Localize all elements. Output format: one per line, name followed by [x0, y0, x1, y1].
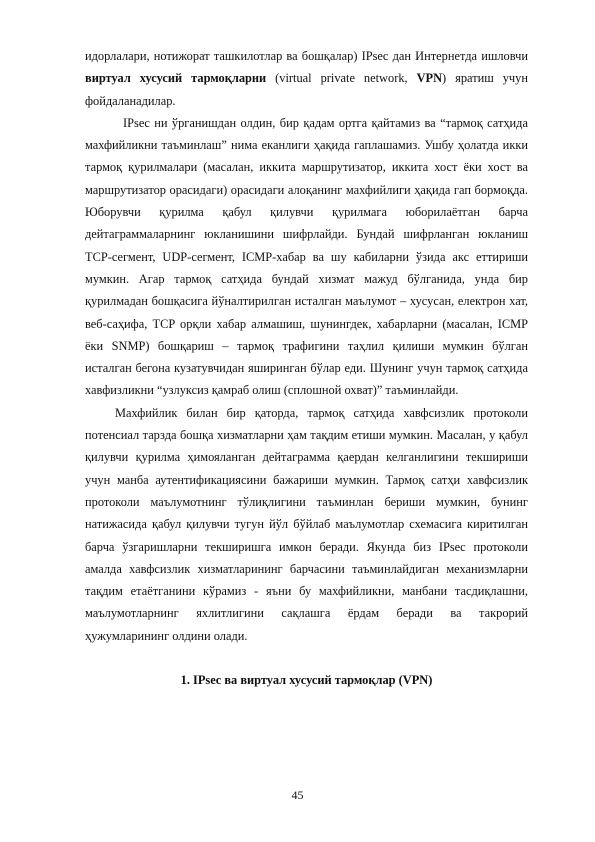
vpn-term-bold: виртуал хусусий тармоқларни	[85, 71, 267, 86]
vpn-abbrev-bold: VPN	[416, 71, 443, 86]
document-page	[85, 45, 528, 691]
section-heading: 1. IPsec ва виртуал хусусий тармоқлар (VPN)	[180, 673, 433, 688]
page-number: 45	[291, 788, 304, 802]
paragraph-intro-text-b: (virtual private network,	[266, 71, 417, 86]
paragraph-intro	[85, 45, 528, 112]
paragraph-intro-text-a: идорлалари, нотижорат ташкилотлар ва бошқалар) IPsec дан Интернетда ишловчи	[85, 49, 528, 63]
paragraph-network-confidentiality: IPsec ни ўрганишдан олдин, бир қадам ортга қайтамиз ва “тармоқ сатҳида махфийликни таъминлаш” нима еканлиги ҳақида гаплашамиз. Ушбу ҳолатда икки тармоқ қурилмалари (масалан, иккита маршрутизатор, иккита хост ёки хост ва маршрутизатор орасидаги) орасидаги алоқанинг махфийлиги ҳақида гап бормоқда. Юборувчи қурилма қабул қилувчи қурилмага юборилаётган барча дейтаграммаларнинг юкланишини шифрлайди. Бундай шифрланган юкланиш TCP-сегмент, UDP-сегмент, ICMP-хабар ва шу кабиларни ўзида акс еттириши мумкин. Агар тармоқ сатҳида бундай хизмат мажуд бўлганида, унда бир қурилмадан бошқасига йўналтирилган исталган маълумот – хусусан, електрон хат, веб-саҳифа, TCP орқли хабар алмашиш, шунингдек, хабарларни (масалан, ICMP ёки SNMP) бошқариш – тармоқ трафигини таҳлил қилиши мумкин бўлган исталган бегона кузатувчидан яширинган бўлар еди. Шунинг учун тармоқ сатҳида хавфизликни “узлуксиз қамраб олиш (сплошной охват)” таъминлайди.	[85, 115, 528, 398]
paragraph-security-services: Махфийлик билан бир қаторда, тармоқ сатҳида хавфсизлик протоколи потенсиал тарзда бошқа хизматларни ҳам тақдим етиши мумкин. Масалан, у қабул қилувчи қурилма ҳимояланган дейтаграмма қаердан келганлигини текшириши учун манба аутентификациясини бажариши мумкин. Тармоқ сатҳи хавфсизлик протоколи маълумотнинг тўлиқлигини таъминлан бериши мумкин, бунинг натижасида қабул қилувчи тугун йўл бўйлаб маълумотлар схемасига киритилган барча ўзгаришларни текширишга имкон беради. Якунда биз IPsec протоколи амалда хавфсизлик хизматларининг барчасини таъминлайдиган механизмларни тақдим етаётганини кўрамиз - яъни бу махфийликни, манбани тасдиқлашни, маълумотларнинг яхлитлигини сақлашга ёрдам беради ва такрорий ҳужумларининг олдини олади.	[85, 405, 528, 643]
paragraph-intro-text-c: ) яратиш учун фойдаланадилар.	[85, 71, 528, 108]
